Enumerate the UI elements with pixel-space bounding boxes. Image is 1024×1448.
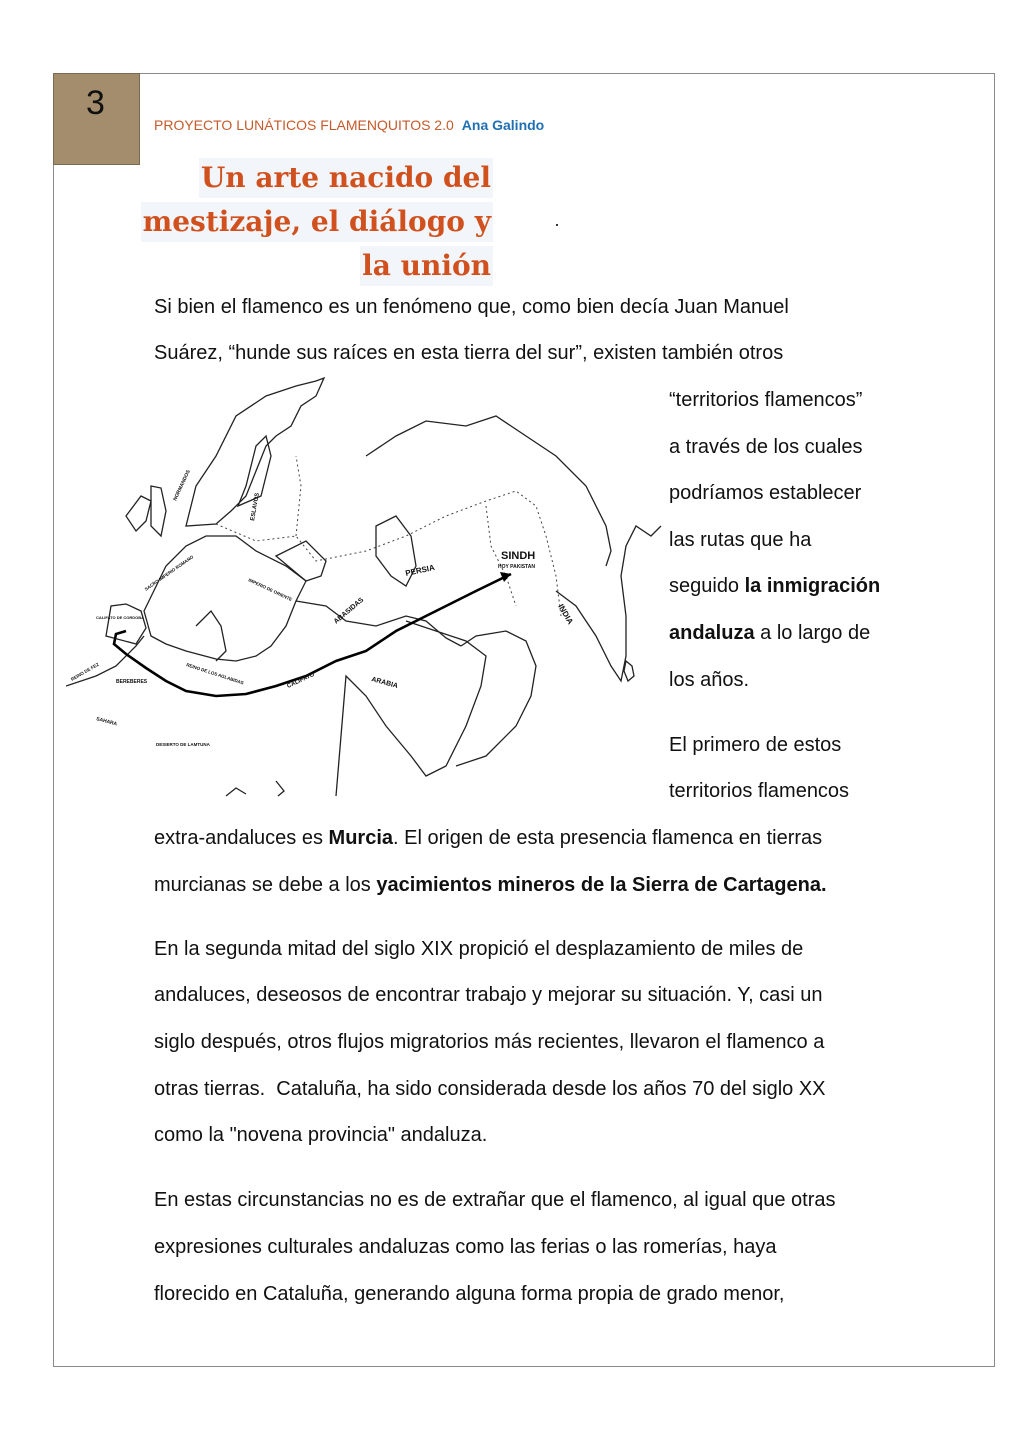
map-label-abasidas: ABASIDAS (332, 596, 366, 626)
project-name: PROYECTO LUNÁTICOS FLAMENQUITOS 2.0 (154, 117, 454, 133)
author-name: Ana Galindo (461, 117, 545, 133)
text-segment: extra-andaluces es (154, 827, 329, 849)
text-line: como la "novena provincia" andaluza. (154, 1124, 488, 1146)
text-line: los años. (669, 669, 750, 691)
text-line: las rutas que ha (669, 529, 812, 551)
historical-map-figure (66, 376, 666, 802)
text-segment: seguido (669, 575, 745, 597)
page-number: 3 (86, 84, 105, 122)
map-label-pakistan: HOY PAKISTAN (498, 564, 535, 570)
text-line: Si bien el flamenco es un fenómeno que, como bien decía Juan Manuel (154, 296, 789, 318)
map-label-persia: PERSIA (404, 562, 436, 578)
text-line (154, 873, 827, 897)
map-label-desierto: DESIERTO DE LAMTUNA (156, 742, 210, 747)
text-line: otras tierras. Cataluña, ha sido considerada desde los años 70 del siglo XX (154, 1078, 826, 1100)
map-label-califato-cordoba: CALIFATO DE CORDOBA (96, 615, 145, 620)
text-segment: a lo largo de (754, 622, 871, 644)
stray-dot (556, 224, 558, 226)
text-line: El primero de estos (669, 734, 842, 756)
text-line (669, 574, 880, 598)
text-segment: murcianas se debe a los (154, 874, 377, 896)
text-line: territorios flamencos (669, 780, 850, 802)
text-line: a través de los cuales (669, 436, 863, 458)
map-label-sahara: SAHARA (95, 716, 118, 728)
bold-text: andaluza (669, 622, 755, 644)
map-label-sacro-imperio: SACRO IMPERIO ROMANO (143, 554, 195, 592)
bold-text: la inmigración (744, 575, 881, 597)
map-label-imperio-oriente: IMPERIO DE ORIENTE (247, 577, 293, 603)
map-label-reino-fez: REINO DE FEZ (70, 661, 100, 682)
running-header (154, 117, 544, 133)
title-line-3: la unión (360, 246, 493, 286)
bold-text: yacimientos mineros de la Sierra de Cartagena. (376, 874, 827, 896)
text-line: andaluces, deseosos de encontrar trabajo y mejorar su situación. Y, casi un (154, 984, 823, 1006)
text-line: siglo después, otros flujos migratorios más recientes, llevaron el flamenco a (154, 1031, 825, 1053)
text-line: En estas circunstancias no es de extrañar que el flamenco, al igual que otras (154, 1189, 836, 1211)
map-label-bereberes: BEREBERES (116, 679, 148, 685)
map-borders (216, 456, 561, 616)
map-label-califato: CALIFATO (286, 671, 316, 690)
text-line: florecido en Cataluña, generando alguna forma propia de grado menor, (154, 1283, 785, 1305)
text-line (154, 826, 822, 850)
map-label-normandos: NORMANDOS (172, 469, 192, 502)
text-line (669, 621, 870, 645)
title-line-2: mestizaje, el diálogo y (141, 202, 493, 242)
map-label-sindh: SINDH (501, 550, 536, 562)
map-label-aglabidas: REINO DE LOS AGLABIDAS (185, 662, 245, 686)
map-label-eslavos: ESLAVOS (250, 492, 261, 522)
text-line: Suárez, “hunde sus raíces en esta tierra del sur”, existen también otros (154, 342, 784, 364)
bold-text: Murcia (328, 827, 394, 849)
map-coastlines (66, 378, 661, 796)
title-line-1: Un arte nacido del (199, 158, 493, 198)
map-label-india: INDIA (556, 602, 575, 626)
text-segment: . El origen de esta presencia flamenca en tierras (393, 827, 823, 849)
text-line: podríamos establecer (669, 482, 862, 504)
text-line: expresiones culturales andaluzas como las ferias o las romerías, haya (154, 1236, 777, 1258)
text-line: “territorios flamencos” (669, 389, 863, 411)
page-number-box (53, 73, 140, 165)
text-line: En la segunda mitad del siglo XIX propició el desplazamiento de miles de (154, 938, 804, 960)
map-label-arabia: ARABIA (370, 676, 399, 690)
